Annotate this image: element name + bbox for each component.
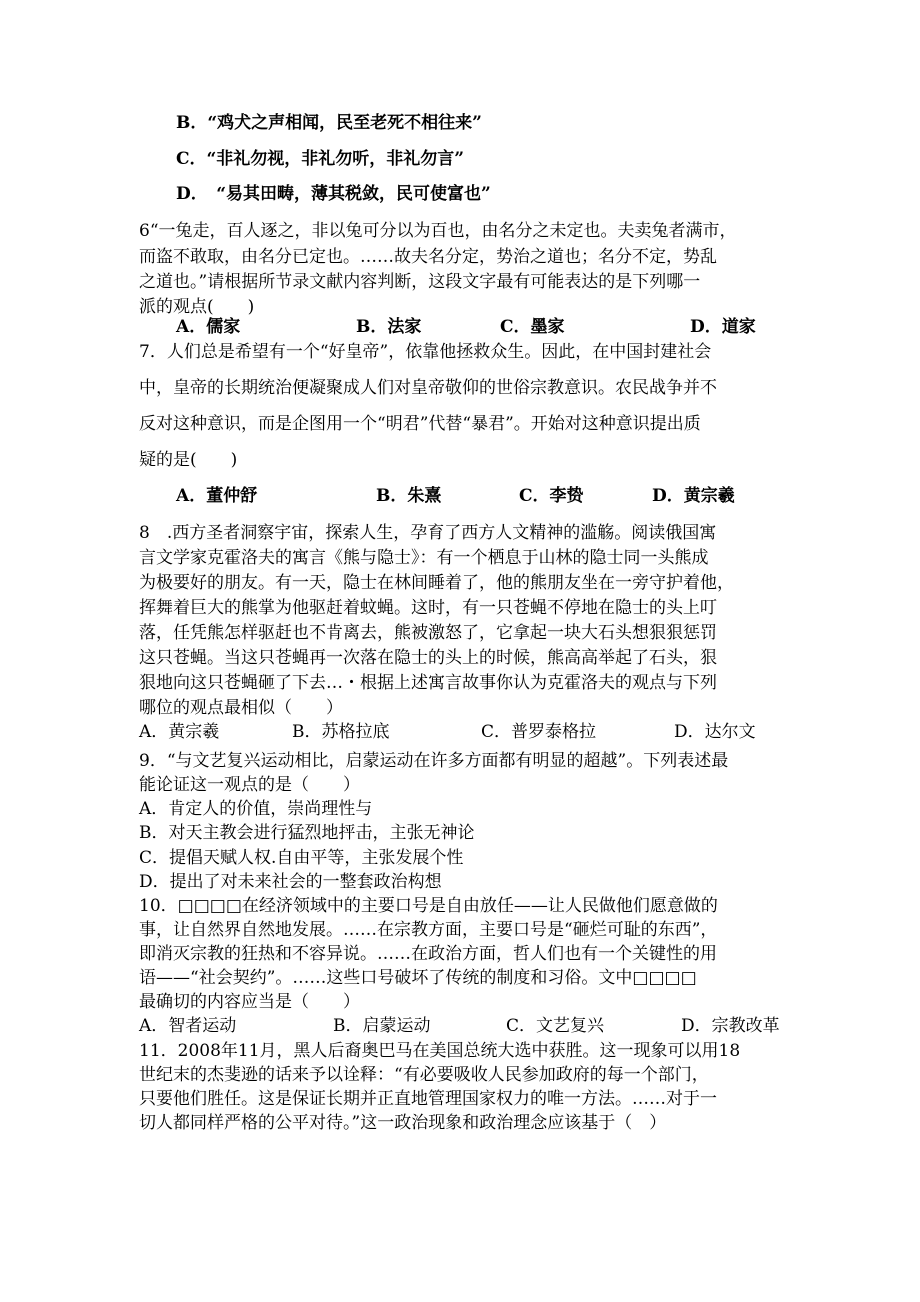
q6-line-2: 而盗不敢取，由名分已定也。……故夫名分定，势治之道也；名分不定，势乱 [139,247,717,267]
q9-option-c: C．提倡天赋人权.自由平等，主张发展个性 [139,848,464,868]
q10-line-5: 最确切的内容应当是（ ） [139,992,360,1012]
q8-line-8: 哪位的观点最相似（ ） [139,698,343,718]
q11-line-1: 11．2008年11月，黑人后裔奥巴马在美国总统大选中获胜。这一现象可以用18 [139,1041,741,1061]
q6-option-a: A．儒家 [176,317,241,337]
q7-line-3: 反对这种意识，而是企图用一个“明君”代替“暴君”。开始对这种意识提出质 [139,414,701,434]
q8-line-3: 为极要好的朋友。有一天，隐士在林间睡着了，他的熊朋友坐在一旁守护着他， [139,573,734,593]
q9-option-a: A．肯定人的价值，崇尚理性与 [139,799,373,819]
q7-line-4: 疑的是( ) [139,450,238,470]
q10-option-d: D．宗教改革 [681,1016,780,1036]
q9-line-2: 能论证这一观点的是（ ） [139,775,360,795]
q9-option-b: B．对天主教会进行猛烈地抨击，主张无神论 [139,823,475,843]
q5-option-b: B．“鸡犬之声相闻，民至老死不相往来” [176,113,482,133]
q8-line-2: 言文学家克霍洛夫的寓言《熊与隐士》：有一个栖息于山林的隐士同一头熊成 [139,548,709,568]
q8-option-c: C．普罗泰格拉 [481,722,597,742]
q10-line-1: 10．□□□□在经济领域中的主要口号是自由放任——让人民做他们愿意做的 [139,896,718,916]
q6-option-b: B．法家 [356,317,422,337]
q6-line-4: 派的观点( ) [139,297,255,317]
q6-line-1: 6“一兔走，百人逐之，非以兔可分以为百也，由名分之未定也。夫卖兔者满市， [139,221,737,241]
q7-option-b: B．朱熹 [376,486,442,506]
q8-line-6: 这只苍蝇。当这只苍蝇再一次落在隐士的头上的时候，熊高高举起了石头，狠 [139,648,717,668]
q8-option-a: A．黄宗羲 [139,722,220,742]
q8-option-b: B．苏格拉底 [292,722,390,742]
q6-option-c: C．墨家 [500,317,565,337]
q10-option-a: A．智者运动 [139,1016,237,1036]
q7-option-c: C．李贽 [519,486,584,506]
q10-line-2: 事，让自然界自然地发展。……在宗教方面，主要口号是“砸烂可耻的东西”， [139,920,718,940]
q10-option-b: B．启蒙运动 [333,1016,431,1036]
q7-line-2: 中，皇帝的长期统治便凝聚成人们对皇帝敬仰的世俗宗教意识。农民战争并不 [139,378,717,398]
q8-option-d: D．达尔文 [674,722,756,742]
q11-line-4: 切人都同样严格的公平对待。”这一政治现象和政治理念应该基于（ ） [139,1113,667,1133]
q11-line-2: 世纪末的杰斐逊的话来予以诠释：“有必要吸收人民参加政府的每一个部门， [139,1065,709,1085]
q5-option-c: C．“非礼勿视，非礼勿听，非礼勿言” [176,149,465,169]
q7-option-a: A．董仲舒 [176,486,258,506]
q6-line-3: 之道也。”请根据所节录文献内容判断，这段文字最有可能表达的是下列哪一 [139,272,701,292]
q11-line-3: 只要他们胜任。这是保证长期并正直地管理国家权力的唯一方法。……对于一 [139,1089,717,1109]
q8-line-5: 落，任凭熊怎样驱赶也不肯离去，熊被激怒了，它拿起一块大石头想狠狠惩罚 [139,623,717,643]
q8-line-1: 8 .西方圣者洞察宇宙，探索人生，孕育了西方人文精神的滥觞。阅读俄国寓 [139,523,717,543]
q10-line-4: 语——“社会契约”。……这些口号破坏了传统的制度和习俗。文中□□□□ [139,968,697,988]
q7-option-d: D．黄宗羲 [652,486,735,506]
q10-option-c: C．文艺复兴 [506,1016,605,1036]
q8-line-7: 狠地向这只苍蝇砸了下去…・根据上述寓言故事你认为克霍洛夫的观点与下列 [139,673,717,693]
q10-line-3: 即消灭宗教的狂热和不容异说。……在政治方面，哲人们也有一个关键性的用 [139,944,717,964]
q8-line-4: 挥舞着巨大的熊掌为他驱赶着蚊蝇。这时，有一只苍蝇不停地在隐士的头上叮 [139,598,717,618]
q6-option-d: D．道家 [690,317,756,337]
q9-line-1: 9．“与文艺复兴运动相比，启蒙运动在许多方面都有明显的超越”。下列表述最 [139,751,729,771]
q5-option-d: D． “易其田畴，薄其税敛，民可使富也” [176,184,491,204]
q7-line-1: 7．人们总是希望有一个“好皇帝”，依靠他拯救众生。因此，在中国封建社会 [139,342,712,362]
q9-option-d: D．提出了对未来社会的一整套政治构想 [139,872,442,892]
